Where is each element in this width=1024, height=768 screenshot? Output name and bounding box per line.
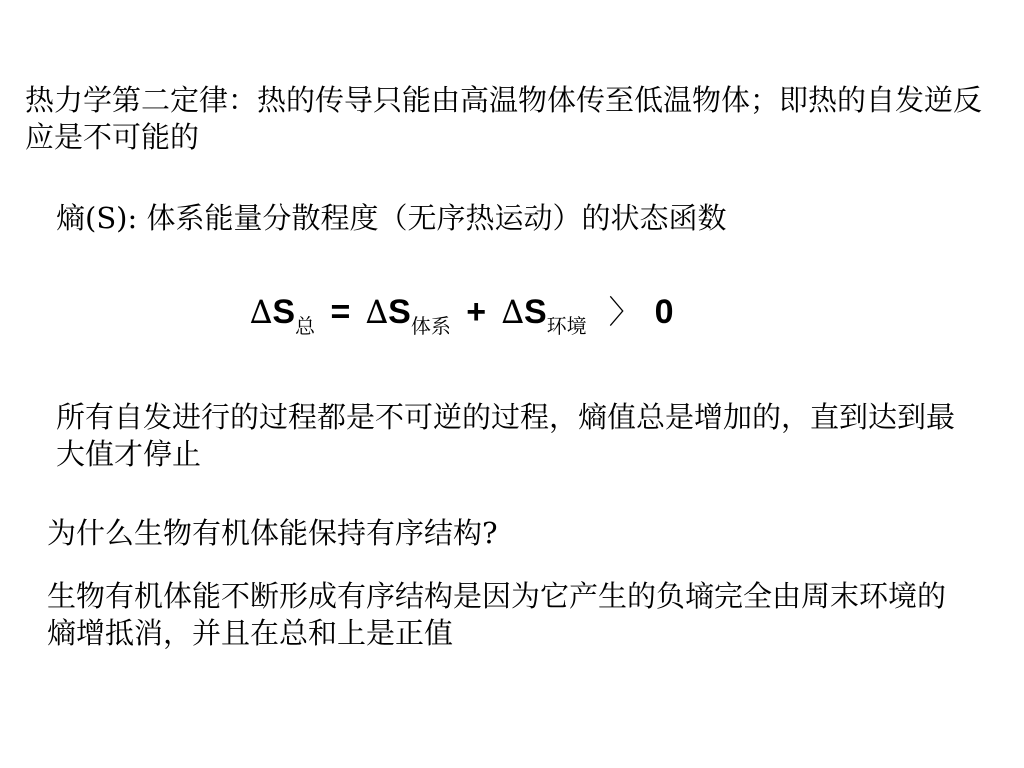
entropy-symbol: S — [388, 293, 411, 331]
zero-value: 0 — [654, 293, 674, 331]
entropy-definition: 熵(S): 体系能量分散程度（无序热运动）的状态函数 — [56, 201, 727, 235]
question-text: 为什么生物有机体能保持有序结构? — [47, 516, 498, 550]
greater-than-sign: 〉 — [608, 293, 641, 331]
delta-symbol: ∆ — [365, 293, 389, 331]
entropy-symbol: S — [272, 293, 296, 331]
entropy-equation — [250, 286, 674, 338]
irreversible-process-statement: 所有自发进行的过程都是不可逆的过程，熵值总是增加的，直到达到最大值才停止 — [56, 400, 956, 471]
entropy-symbol: S — [523, 293, 547, 331]
equals-sign: = — [330, 293, 351, 331]
delta-symbol: ∆ — [250, 293, 273, 331]
subscript-total: 总 — [295, 314, 316, 338]
plus-sign: + — [466, 293, 487, 331]
subscript-surroundings: 环境 — [546, 314, 587, 338]
second-law-statement: 热力学第二定律：热的传导只能由高温物体传至低温物体；即热的自发逆反应是不可能的 — [25, 83, 983, 154]
delta-symbol: ∆ — [501, 293, 524, 331]
subscript-system: 体系 — [410, 314, 451, 338]
answer-text: 生物有机体能不断形成有序结构是因为它产生的负墒完全由周末环境的熵增抵消，并且在总和上是正值 — [47, 579, 947, 650]
